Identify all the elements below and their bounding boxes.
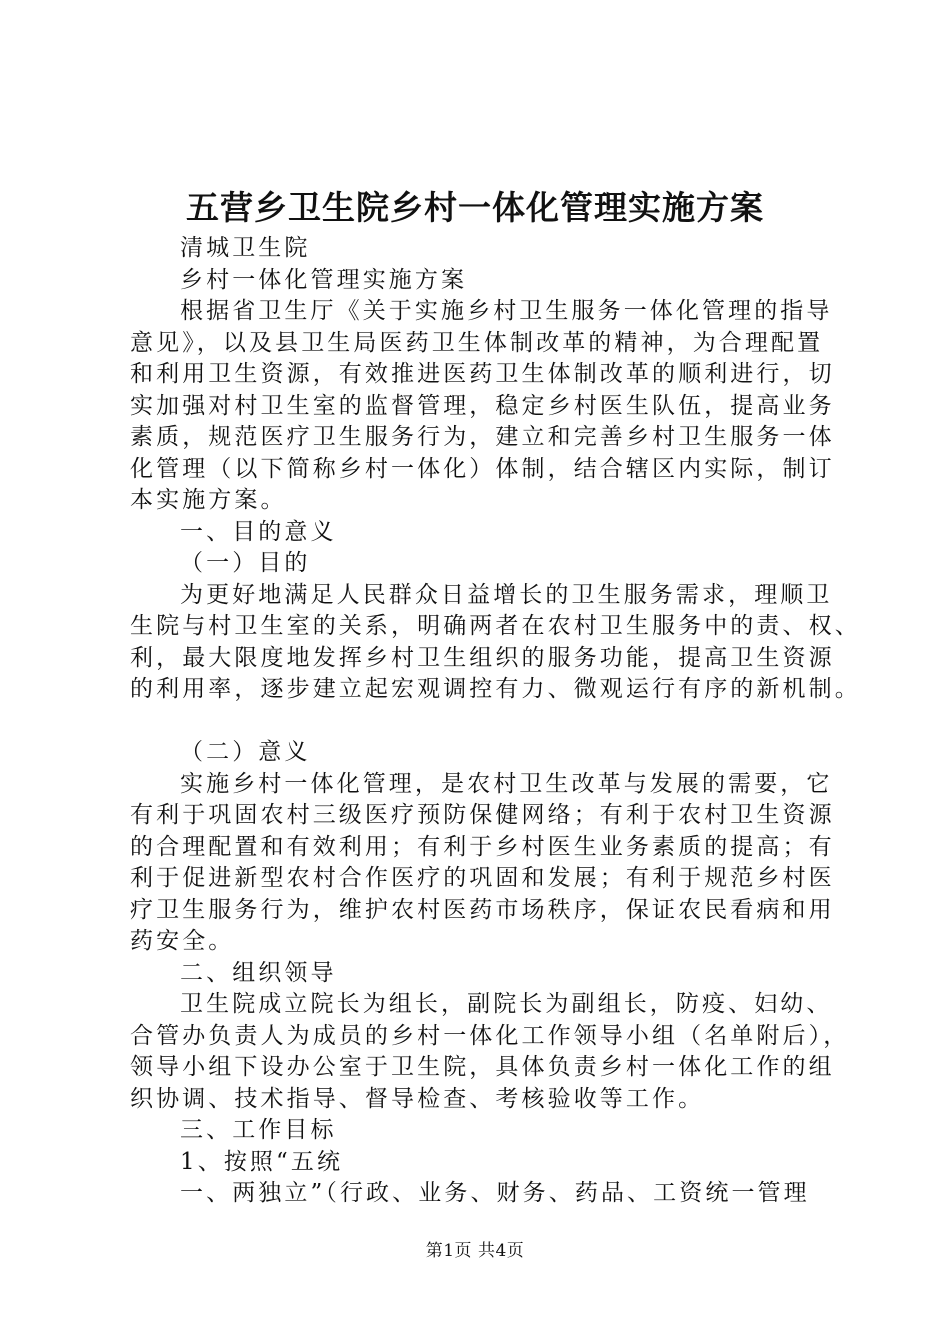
paragraph-line: 合管办负责人为成员的乡村一体化工作领导小组（名单附后）， <box>130 1022 850 1049</box>
paragraph-line: 利，最大限度地发挥乡村卫生组织的服务功能，提高卫生资源 <box>130 644 835 671</box>
paragraph-line: 实加强对村卫生室的监督管理，稳定乡村医生队伍，提高业务 <box>130 392 835 419</box>
paragraph-line: 生院与村卫生室的关系，明确两者在农村卫生服务中的责、权、 <box>130 613 861 639</box>
paragraph-line: 的利用率，逐步建立起宏观调控有力、微观运行有序的新机制。 <box>130 676 861 702</box>
paragraph-line: （一）目的 <box>180 550 311 576</box>
paragraph-line: 根据省卫生厅《关于实施乡村卫生服务一体化管理的指导 <box>180 298 833 324</box>
paragraph-line: 一、两独立”（行政、业务、财务、药品、工资统一管理 <box>180 1180 810 1206</box>
paragraph-line: 药安全。 <box>130 928 235 954</box>
document-title: 五营乡卫生院乡村一体化管理实施方案 <box>186 188 764 227</box>
paragraph-line: 实施乡村一体化管理，是农村卫生改革与发展的需要，它 <box>180 770 833 797</box>
paragraph-line: 一、目的意义 <box>180 518 337 545</box>
paragraph-line: 二、组织领导 <box>180 959 337 986</box>
paragraph-line: （二）意义 <box>180 739 311 765</box>
paragraph-line: 和利用卫生资源，有效推进医药卫生体制改革的顺利进行，切 <box>130 361 835 387</box>
paragraph-line: 三、工作目标 <box>180 1117 337 1143</box>
paragraph-line: 领导小组下设办公室于卫生院，具体负责乡村一体化工作的组 <box>130 1054 835 1080</box>
paragraph-line: 1、按照“五统 <box>180 1148 344 1175</box>
document-body <box>130 233 861 1210</box>
paragraph-line: 织协调、技术指导、督导检查、考核验收等工作。 <box>130 1085 705 1112</box>
paragraph-line: 疗卫生服务行为，维护农村医药市场秩序，保证农民看病和用 <box>130 896 835 923</box>
paragraph-line: 素质，规范医疗卫生服务行为，建立和完善乡村卫生服务一体 <box>130 424 835 450</box>
paragraph-line: 化管理（以下简称乡村一体化）体制，结合辖区内实际，制订 <box>130 455 835 482</box>
paragraph-line: 的合理配置和有效利用；有利于乡村医生业务素质的提高；有 <box>130 833 835 860</box>
paragraph-line: 清城卫生院 <box>180 235 311 261</box>
paragraph-line: 乡村一体化管理实施方案 <box>180 266 468 293</box>
paragraph-line: 利于促进新型农村合作医疗的巩固和发展；有利于规范乡村医 <box>130 865 835 891</box>
paragraph-line: 意见》，以及县卫生局医药卫生体制改革的精神，为合理配置 <box>130 329 824 356</box>
paragraph-line: 卫生院成立院长为组长，副院长为副组长，防疫、妇幼、 <box>180 991 833 1017</box>
paragraph-line: 本实施方案。 <box>130 487 287 513</box>
page-footer: 第1页 共4页 <box>425 1241 525 1261</box>
paragraph-line: 有利于巩固农村三级医疗预防保健网络；有利于农村卫生资源 <box>130 802 835 828</box>
paragraph-line: 为更好地满足人民群众日益增长的卫生服务需求，理顺卫 <box>180 581 833 608</box>
paragraph-line <box>130 706 836 738</box>
